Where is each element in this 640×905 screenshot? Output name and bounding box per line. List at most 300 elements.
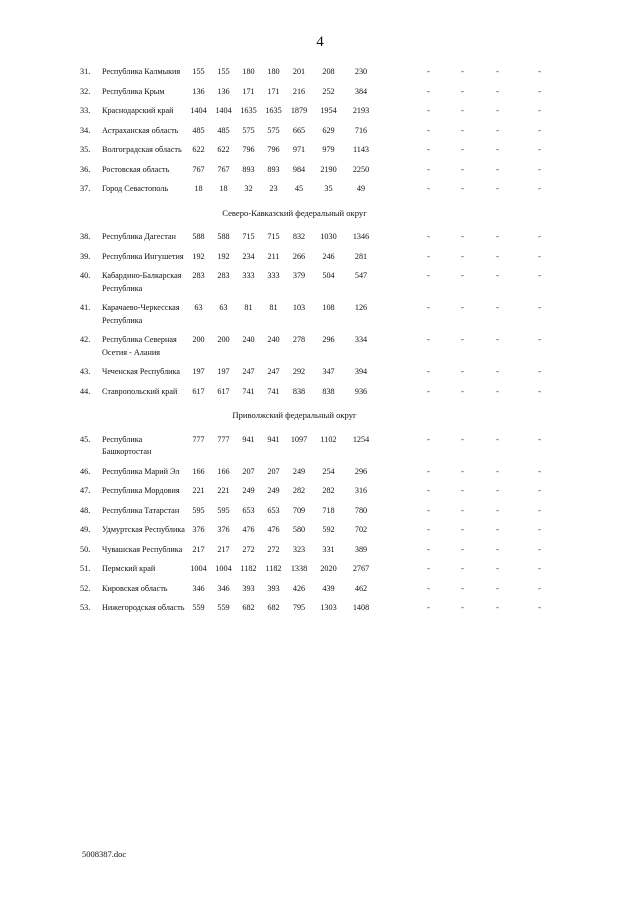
- row-number: 53.: [80, 603, 91, 612]
- value-cell: 240: [267, 335, 280, 344]
- spacer-cell: [377, 183, 412, 203]
- value-cell: 32: [244, 184, 253, 193]
- row-number: 47.: [80, 486, 91, 495]
- row-number: 32.: [80, 86, 91, 96]
- spacer-cell: [377, 105, 412, 125]
- region-name: Республика Калмыкия: [102, 67, 181, 76]
- row-number: 44.: [80, 386, 91, 396]
- dash-cell: -: [427, 67, 430, 76]
- row-number: 34.: [80, 125, 91, 135]
- value-cell: 246: [322, 251, 335, 261]
- value-cell: 1954: [320, 106, 337, 115]
- dash-cell: -: [461, 486, 464, 495]
- value-cell: 838: [292, 386, 306, 396]
- value-cell: 221: [192, 486, 205, 495]
- row-number: 42.: [80, 335, 91, 344]
- value-cell: 81: [244, 303, 253, 312]
- dash-cell: -: [427, 564, 430, 573]
- value-cell: 796: [242, 145, 255, 154]
- dash-cell: -: [427, 466, 430, 476]
- dash-cell: -: [538, 67, 541, 76]
- dash-cell: -: [427, 303, 430, 312]
- value-cell: 283: [192, 271, 205, 280]
- page-number: 4: [316, 34, 324, 50]
- row-number: 46.: [80, 466, 91, 476]
- spacer-cell: [377, 144, 412, 164]
- value-cell: 254: [322, 466, 335, 476]
- value-cell: 376: [192, 525, 205, 534]
- dash-cell: -: [461, 125, 464, 135]
- table-row: [74, 270, 564, 302]
- value-cell: 777: [217, 434, 230, 444]
- value-cell: 166: [217, 466, 230, 476]
- section-header-row: [74, 203, 564, 232]
- value-cell: 2767: [352, 564, 370, 573]
- value-cell: 197: [217, 367, 230, 376]
- region-name: Удмуртская Республика: [102, 525, 185, 534]
- value-cell: 252: [322, 86, 335, 96]
- region-name: Республика Марий Эл: [102, 466, 180, 476]
- value-cell: 682: [242, 603, 255, 612]
- value-cell: 247: [242, 367, 255, 376]
- value-cell: 292: [292, 367, 306, 376]
- value-cell: 2250: [352, 164, 370, 174]
- value-cell: 462: [354, 583, 368, 593]
- region-name: Республика Мордовия: [102, 486, 180, 495]
- value-cell: 126: [354, 303, 368, 312]
- value-cell: 211: [267, 251, 280, 261]
- value-cell: 207: [267, 466, 280, 476]
- value-cell: 35: [324, 184, 333, 193]
- value-cell: 1635: [240, 106, 257, 115]
- value-cell: 485: [217, 125, 230, 135]
- value-cell: 984: [292, 164, 306, 174]
- value-cell: 63: [219, 303, 228, 312]
- dash-cell: -: [496, 505, 499, 515]
- value-cell: 197: [192, 367, 205, 376]
- dash-cell: -: [427, 145, 430, 154]
- dash-cell: -: [427, 251, 430, 261]
- value-cell: 376: [217, 525, 230, 534]
- spacer-cell: [377, 583, 412, 603]
- region-name: Кабардино-Балкарская Республика: [102, 271, 182, 293]
- region-name: Республика Северная Осетия - Алания: [102, 335, 177, 357]
- value-cell: 832: [292, 232, 306, 241]
- value-cell: 23: [269, 184, 278, 193]
- value-cell: 796: [267, 145, 280, 154]
- value-cell: 2190: [320, 164, 337, 174]
- value-cell: 682: [267, 603, 280, 612]
- dash-cell: -: [461, 86, 464, 96]
- dash-cell: -: [538, 525, 541, 534]
- value-cell: 665: [292, 125, 306, 135]
- value-cell: 136: [217, 86, 230, 96]
- value-cell: 333: [242, 271, 255, 280]
- value-cell: 282: [292, 486, 306, 495]
- value-cell: 1030: [320, 232, 337, 241]
- table-row: [74, 505, 564, 525]
- value-cell: 346: [192, 583, 205, 593]
- value-cell: 718: [322, 505, 335, 515]
- dash-cell: -: [538, 145, 541, 154]
- table-row: [74, 485, 564, 505]
- value-cell: 180: [242, 67, 255, 76]
- spacer-cell: [377, 544, 412, 564]
- dash-cell: -: [538, 251, 541, 261]
- value-cell: 221: [217, 486, 230, 495]
- dash-cell: -: [427, 86, 430, 96]
- value-cell: 617: [217, 386, 230, 396]
- dash-cell: -: [538, 184, 541, 193]
- value-cell: 278: [292, 335, 306, 344]
- table-row: [74, 105, 564, 125]
- value-cell: 208: [322, 67, 335, 76]
- table-row: [74, 231, 564, 251]
- dash-cell: -: [461, 335, 464, 344]
- dash-cell: -: [461, 303, 464, 312]
- value-cell: 1635: [265, 106, 282, 115]
- value-cell: 426: [292, 583, 306, 593]
- region-name: Город Севастополь: [102, 184, 169, 193]
- value-cell: 1004: [190, 564, 207, 573]
- dash-cell: -: [496, 603, 499, 612]
- dash-cell: -: [538, 603, 541, 612]
- row-number: 36.: [80, 164, 91, 174]
- dash-cell: -: [427, 367, 430, 376]
- dash-cell: -: [427, 544, 430, 554]
- value-cell: 207: [242, 466, 255, 476]
- value-cell: 201: [292, 67, 306, 76]
- dash-cell: -: [538, 466, 541, 476]
- dash-cell: -: [496, 125, 499, 135]
- value-cell: 559: [192, 603, 205, 612]
- value-cell: 216: [292, 86, 306, 96]
- table-row: [74, 544, 564, 564]
- value-cell: 653: [242, 505, 255, 515]
- value-cell: 795: [292, 603, 306, 612]
- dash-cell: -: [538, 367, 541, 376]
- row-number: 37.: [80, 184, 91, 193]
- dash-cell: -: [427, 106, 430, 115]
- region-name: Пермский край: [102, 564, 156, 573]
- value-cell: 767: [192, 164, 205, 174]
- value-cell: 617: [192, 386, 205, 396]
- dash-cell: -: [461, 434, 464, 444]
- spacer-cell: [377, 125, 412, 145]
- value-cell: 266: [292, 251, 306, 261]
- value-cell: 136: [192, 86, 205, 96]
- value-cell: 18: [194, 184, 203, 193]
- value-cell: 155: [217, 67, 230, 76]
- dash-cell: -: [538, 86, 541, 96]
- dash-cell: -: [427, 386, 430, 396]
- value-cell: 1254: [352, 434, 370, 444]
- dash-cell: -: [461, 164, 464, 174]
- dash-cell: -: [461, 466, 464, 476]
- spacer-cell: [377, 366, 412, 386]
- value-cell: 323: [292, 544, 306, 554]
- region-name: Краснодарский край: [102, 106, 174, 115]
- value-cell: 81: [269, 303, 278, 312]
- value-cell: 384: [354, 86, 368, 96]
- row-number: 40.: [80, 271, 91, 280]
- dash-cell: -: [496, 232, 499, 241]
- value-cell: 171: [267, 86, 280, 96]
- regions-table: [74, 66, 564, 622]
- table-body: [74, 66, 564, 622]
- value-cell: 716: [354, 125, 368, 135]
- dash-cell: -: [538, 164, 541, 174]
- value-cell: 217: [217, 544, 230, 554]
- dash-cell: -: [461, 583, 464, 593]
- table-row: [74, 183, 564, 203]
- value-cell: 741: [242, 386, 255, 396]
- value-cell: 1346: [352, 232, 370, 241]
- value-cell: 893: [267, 164, 280, 174]
- dash-cell: -: [538, 564, 541, 573]
- dash-cell: -: [427, 335, 430, 344]
- value-cell: 272: [242, 544, 255, 554]
- row-number: 39.: [80, 251, 91, 261]
- value-cell: 281: [354, 251, 368, 261]
- value-cell: 247: [267, 367, 280, 376]
- region-name: Республика Крым: [102, 86, 165, 96]
- dash-cell: -: [538, 505, 541, 515]
- dash-cell: -: [496, 335, 499, 344]
- dash-cell: -: [538, 434, 541, 444]
- region-name: Ставропольский край: [102, 386, 178, 396]
- dash-cell: -: [461, 232, 464, 241]
- value-cell: 715: [242, 232, 255, 241]
- value-cell: 331: [322, 544, 335, 554]
- value-cell: 580: [292, 525, 306, 534]
- dash-cell: -: [427, 486, 430, 495]
- table-row: [74, 366, 564, 386]
- value-cell: 180: [267, 67, 280, 76]
- table-row: [74, 144, 564, 164]
- row-number: 31.: [80, 67, 91, 76]
- value-cell: 283: [217, 271, 230, 280]
- value-cell: 1004: [215, 564, 232, 573]
- value-cell: 838: [322, 386, 335, 396]
- value-cell: 230: [354, 67, 368, 76]
- spacer-cell: [377, 563, 412, 583]
- region-name: Нижегородская область: [102, 603, 185, 612]
- dash-cell: -: [496, 164, 499, 174]
- value-cell: 1182: [265, 564, 282, 573]
- dash-cell: -: [496, 564, 499, 573]
- value-cell: 971: [292, 145, 306, 154]
- value-cell: 439: [322, 583, 335, 593]
- dash-cell: -: [461, 544, 464, 554]
- dash-cell: -: [427, 271, 430, 280]
- value-cell: 741: [267, 386, 280, 396]
- dash-cell: -: [461, 106, 464, 115]
- value-cell: 1102: [320, 434, 337, 444]
- value-cell: 272: [267, 544, 280, 554]
- value-cell: 715: [267, 232, 280, 241]
- table-row: [74, 164, 564, 184]
- dash-cell: -: [496, 525, 499, 534]
- dash-cell: -: [427, 164, 430, 174]
- dash-cell: -: [496, 86, 499, 96]
- dash-cell: -: [496, 486, 499, 495]
- footer-filename: 5008387.doc: [82, 849, 127, 859]
- value-cell: 171: [242, 86, 255, 96]
- dash-cell: -: [496, 544, 499, 554]
- value-cell: 476: [267, 525, 280, 534]
- value-cell: 1408: [352, 603, 370, 612]
- value-cell: 485: [192, 125, 205, 135]
- region-name: Астраханская область: [102, 125, 179, 135]
- value-cell: 702: [354, 525, 368, 534]
- spacer-cell: [377, 86, 412, 106]
- spacer-cell: [377, 524, 412, 544]
- row-number: 49.: [80, 525, 91, 534]
- value-cell: 316: [354, 486, 368, 495]
- row-number: 48.: [80, 505, 91, 515]
- value-cell: 1404: [215, 106, 232, 115]
- value-cell: 234: [242, 251, 255, 261]
- value-cell: 1097: [290, 434, 308, 444]
- value-cell: 49: [356, 184, 366, 193]
- dash-cell: -: [538, 106, 541, 115]
- spacer-cell: [377, 386, 412, 406]
- value-cell: 1303: [320, 603, 337, 612]
- region-name: Республика Дагестан: [102, 232, 176, 241]
- value-cell: 767: [217, 164, 230, 174]
- value-cell: 941: [267, 434, 280, 444]
- value-cell: 1143: [352, 145, 370, 154]
- dash-cell: -: [496, 106, 499, 115]
- dash-cell: -: [538, 125, 541, 135]
- dash-cell: -: [538, 303, 541, 312]
- value-cell: 108: [322, 303, 335, 312]
- value-cell: 592: [322, 525, 335, 534]
- region-name: Республика Ингушетия: [102, 251, 184, 261]
- dash-cell: -: [427, 125, 430, 135]
- value-cell: 979: [322, 145, 335, 154]
- spacer-cell: [377, 485, 412, 505]
- value-cell: 588: [217, 232, 230, 241]
- table-row: [74, 66, 564, 86]
- dash-cell: -: [461, 525, 464, 534]
- table-row: [74, 466, 564, 486]
- dash-cell: -: [427, 583, 430, 593]
- value-cell: 595: [192, 505, 205, 515]
- row-number: 38.: [80, 232, 91, 241]
- table-row: [74, 602, 564, 622]
- region-name: Кировская область: [102, 583, 168, 593]
- value-cell: 504: [322, 271, 335, 280]
- row-number: 51.: [80, 564, 91, 573]
- value-cell: 333: [267, 271, 280, 280]
- dash-cell: -: [461, 67, 464, 76]
- value-cell: 595: [217, 505, 230, 515]
- value-cell: 1182: [240, 564, 257, 573]
- value-cell: 1404: [190, 106, 207, 115]
- value-cell: 777: [192, 434, 205, 444]
- value-cell: 334: [354, 335, 368, 344]
- value-cell: 1338: [290, 564, 308, 573]
- table-row: [74, 524, 564, 544]
- section-header-row: [74, 405, 564, 434]
- value-cell: 1879: [290, 106, 308, 115]
- dash-cell: -: [538, 335, 541, 344]
- dash-cell: -: [538, 583, 541, 593]
- value-cell: 394: [354, 367, 368, 376]
- value-cell: 588: [192, 232, 205, 241]
- value-cell: 296: [322, 335, 335, 344]
- dash-cell: -: [461, 367, 464, 376]
- table-row: [74, 125, 564, 145]
- table-row: [74, 434, 564, 466]
- value-cell: 629: [322, 125, 335, 135]
- row-number: 52.: [80, 583, 91, 593]
- value-cell: 936: [354, 386, 368, 396]
- dash-cell: -: [461, 271, 464, 280]
- table-row: [74, 583, 564, 603]
- region-name: Карачаево-Черкесская Республика: [102, 303, 180, 325]
- value-cell: 200: [217, 335, 230, 344]
- table-row: [74, 302, 564, 334]
- spacer-cell: [377, 334, 412, 366]
- dash-cell: -: [427, 603, 430, 612]
- value-cell: 622: [217, 145, 230, 154]
- spacer-cell: [377, 251, 412, 271]
- spacer-cell: [377, 302, 412, 334]
- row-number: 43.: [80, 367, 91, 376]
- table-row: [74, 386, 564, 406]
- dash-cell: -: [461, 184, 464, 193]
- dash-cell: -: [496, 367, 499, 376]
- dash-cell: -: [461, 145, 464, 154]
- value-cell: 653: [267, 505, 280, 515]
- dash-cell: -: [461, 251, 464, 261]
- dash-cell: -: [496, 184, 499, 193]
- spacer-cell: [377, 164, 412, 184]
- table-row: [74, 563, 564, 583]
- dash-cell: -: [461, 505, 464, 515]
- row-number: 35.: [80, 145, 91, 154]
- dash-cell: -: [538, 386, 541, 396]
- region-name: Республика Башкортостан: [102, 434, 152, 456]
- dash-cell: -: [496, 466, 499, 476]
- dash-cell: -: [496, 434, 499, 444]
- dash-cell: -: [427, 525, 430, 534]
- dash-cell: -: [427, 434, 430, 444]
- dash-cell: -: [538, 232, 541, 241]
- value-cell: 379: [292, 271, 306, 280]
- table-row: [74, 251, 564, 271]
- value-cell: 780: [354, 505, 368, 515]
- dash-cell: -: [496, 271, 499, 280]
- dash-cell: -: [461, 603, 464, 612]
- value-cell: 547: [354, 271, 368, 280]
- dash-cell: -: [496, 251, 499, 261]
- value-cell: 559: [217, 603, 230, 612]
- row-number: 33.: [80, 106, 91, 115]
- dash-cell: -: [427, 184, 430, 193]
- value-cell: 575: [242, 125, 255, 135]
- dash-cell: -: [461, 386, 464, 396]
- value-cell: 200: [192, 335, 205, 344]
- dash-cell: -: [427, 505, 430, 515]
- row-number: 50.: [80, 544, 91, 554]
- value-cell: 217: [192, 544, 205, 554]
- value-cell: 893: [242, 164, 255, 174]
- value-cell: 346: [217, 583, 230, 593]
